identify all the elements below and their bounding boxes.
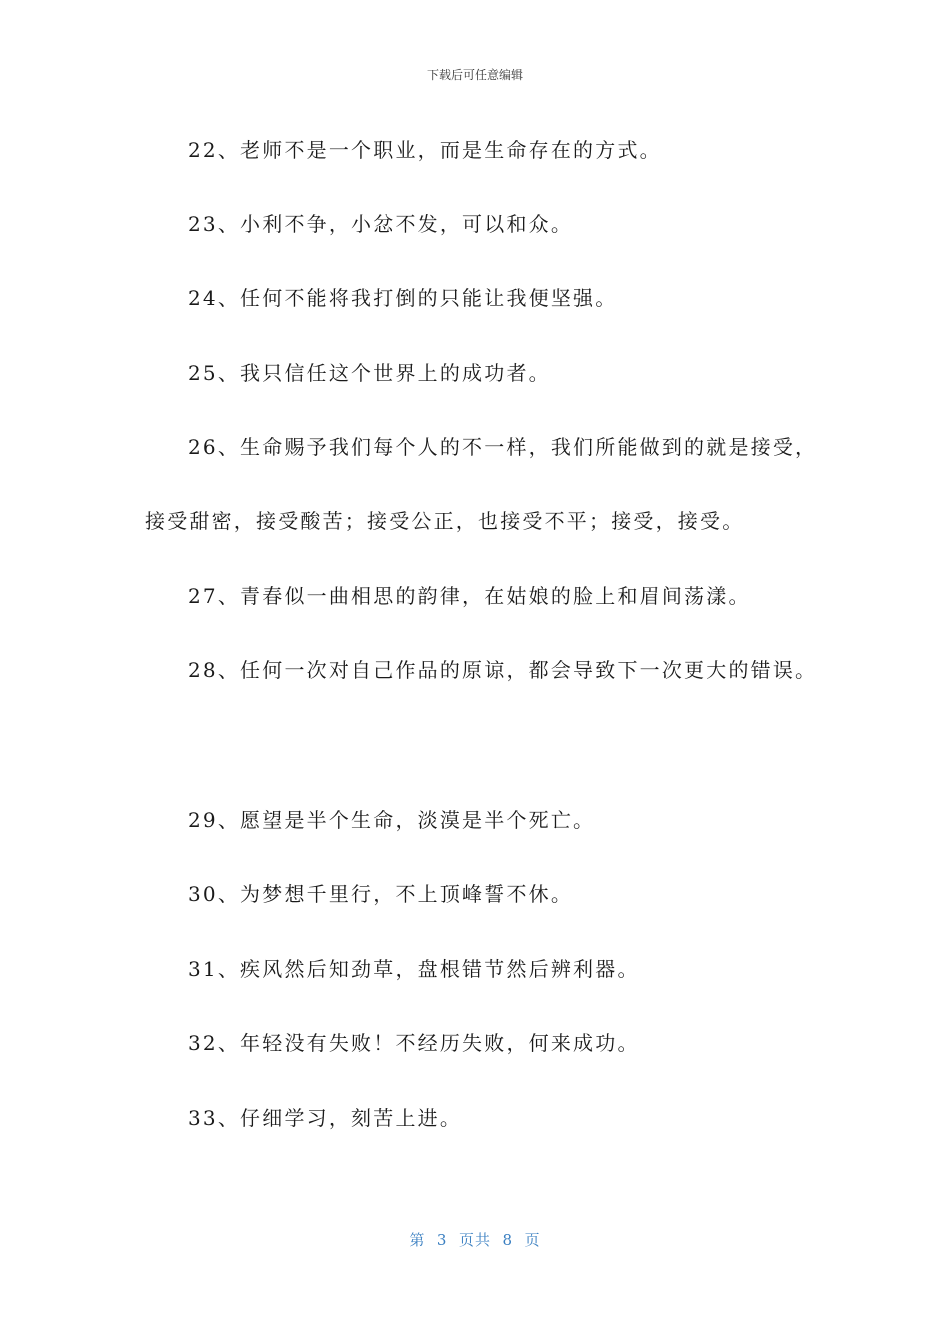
quote-line-26-continued: 接受甜密，接受酸苦；接受公正，也接受不平；接受，接受。 xyxy=(145,509,745,533)
quote-line-28: 28、任何一次对自己作品的原谅，都会导致下一次更大的错误。 xyxy=(188,658,818,682)
quote-line-25: 25、我只信任这个世界上的成功者。 xyxy=(188,361,551,385)
quote-line-24: 24、任何不能将我打倒的只能让我便坚强。 xyxy=(188,286,618,310)
quote-line-32: 32、年轻没有失败！不经历失败，何来成功。 xyxy=(188,1031,640,1055)
page-header: 下载后可任意编辑 xyxy=(426,68,523,82)
quote-line-29: 29、愿望是半个生命，淡漠是半个死亡。 xyxy=(188,808,596,832)
quote-line-33: 33、仔细学习，刻苦上进。 xyxy=(188,1106,463,1130)
quote-line-22: 22、老师不是一个职业，而是生命存在的方式。 xyxy=(188,138,662,162)
quote-line-27: 27、青春似一曲相思的韵律，在姑娘的脸上和眉间荡漾。 xyxy=(188,584,751,608)
quote-line-26: 26、生命赐予我们每个人的不一样，我们所能做到的就是接受， xyxy=(188,435,818,459)
quote-line-31: 31、疾风然后知劲草，盘根错节然后辨利器。 xyxy=(188,957,640,981)
quote-line-23: 23、小利不争，小忿不发，可以和众。 xyxy=(188,212,574,236)
page-number-footer: 第 3 页共 8 页 xyxy=(409,1231,541,1249)
quote-line-30: 30、为梦想千里行，不上顶峰誓不休。 xyxy=(188,882,574,906)
